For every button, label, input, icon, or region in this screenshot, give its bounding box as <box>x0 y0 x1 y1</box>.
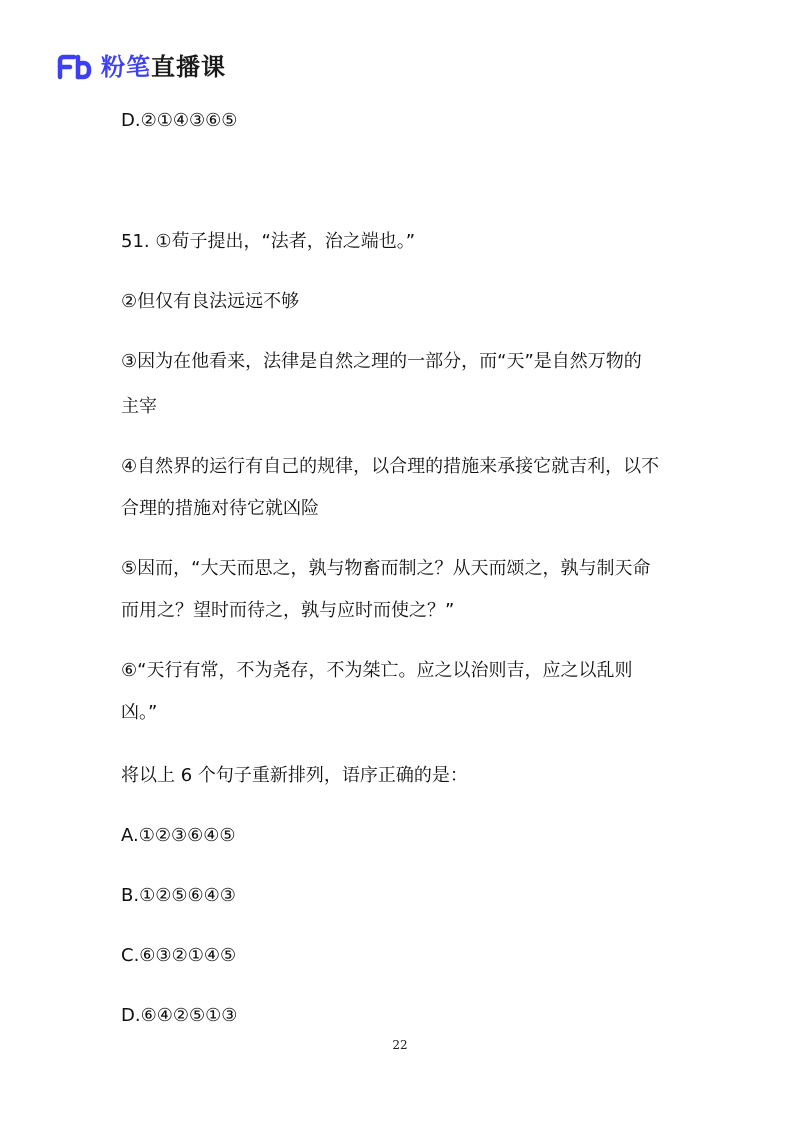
option-a: A.①②③⑥④⑤ <box>121 825 236 846</box>
logo-brand: 粉笔 <box>101 53 151 81</box>
sentence-4: ④自然界的运行有自己的规律，以合理的措施来承接它就吉利，以不 <box>121 456 660 477</box>
sentence-3-continued: 主宰 <box>121 396 157 417</box>
sentence-6: ⑥“天行有常，不为尧存，不为桀亡。应之以治则吉，应之以乱则 <box>121 660 633 681</box>
page-number: 22 <box>392 1038 408 1052</box>
option-c: C.⑥③②①④⑤ <box>121 945 237 966</box>
sentence-5: ⑤因而，“大天而思之，孰与物畜而制之？从天而颂之，孰与制天命 <box>121 558 651 579</box>
logo-product: 直播课 <box>151 53 226 81</box>
option-d: D.⑥④②⑤①③ <box>121 1005 238 1026</box>
option-b: B.①②⑤⑥④③ <box>121 885 236 906</box>
sentence-4-continued: 合理的措施对待它就凶险 <box>121 498 319 519</box>
logo-text <box>101 52 226 82</box>
sentence-3: ③因为在他看来，法律是自然之理的一部分，而“天”是自然万物的 <box>121 351 642 372</box>
fenbi-logo <box>57 52 226 82</box>
sentence-6-continued: 凶。” <box>121 702 158 723</box>
option-d-prev-question: D.②①④③⑥⑤ <box>121 110 238 131</box>
sentence-5-continued: 而用之？望时而待之，孰与应时而使之？” <box>121 600 455 621</box>
question-51-sentence-1: 51. ①荀子提出，“法者，治之端也。” <box>121 231 416 252</box>
sentence-2: ②但仅有良法远远不够 <box>121 291 300 312</box>
question-prompt: 将以上 6 个句子重新排列，语序正确的是： <box>121 765 468 786</box>
fb-logo-icon <box>57 54 93 80</box>
